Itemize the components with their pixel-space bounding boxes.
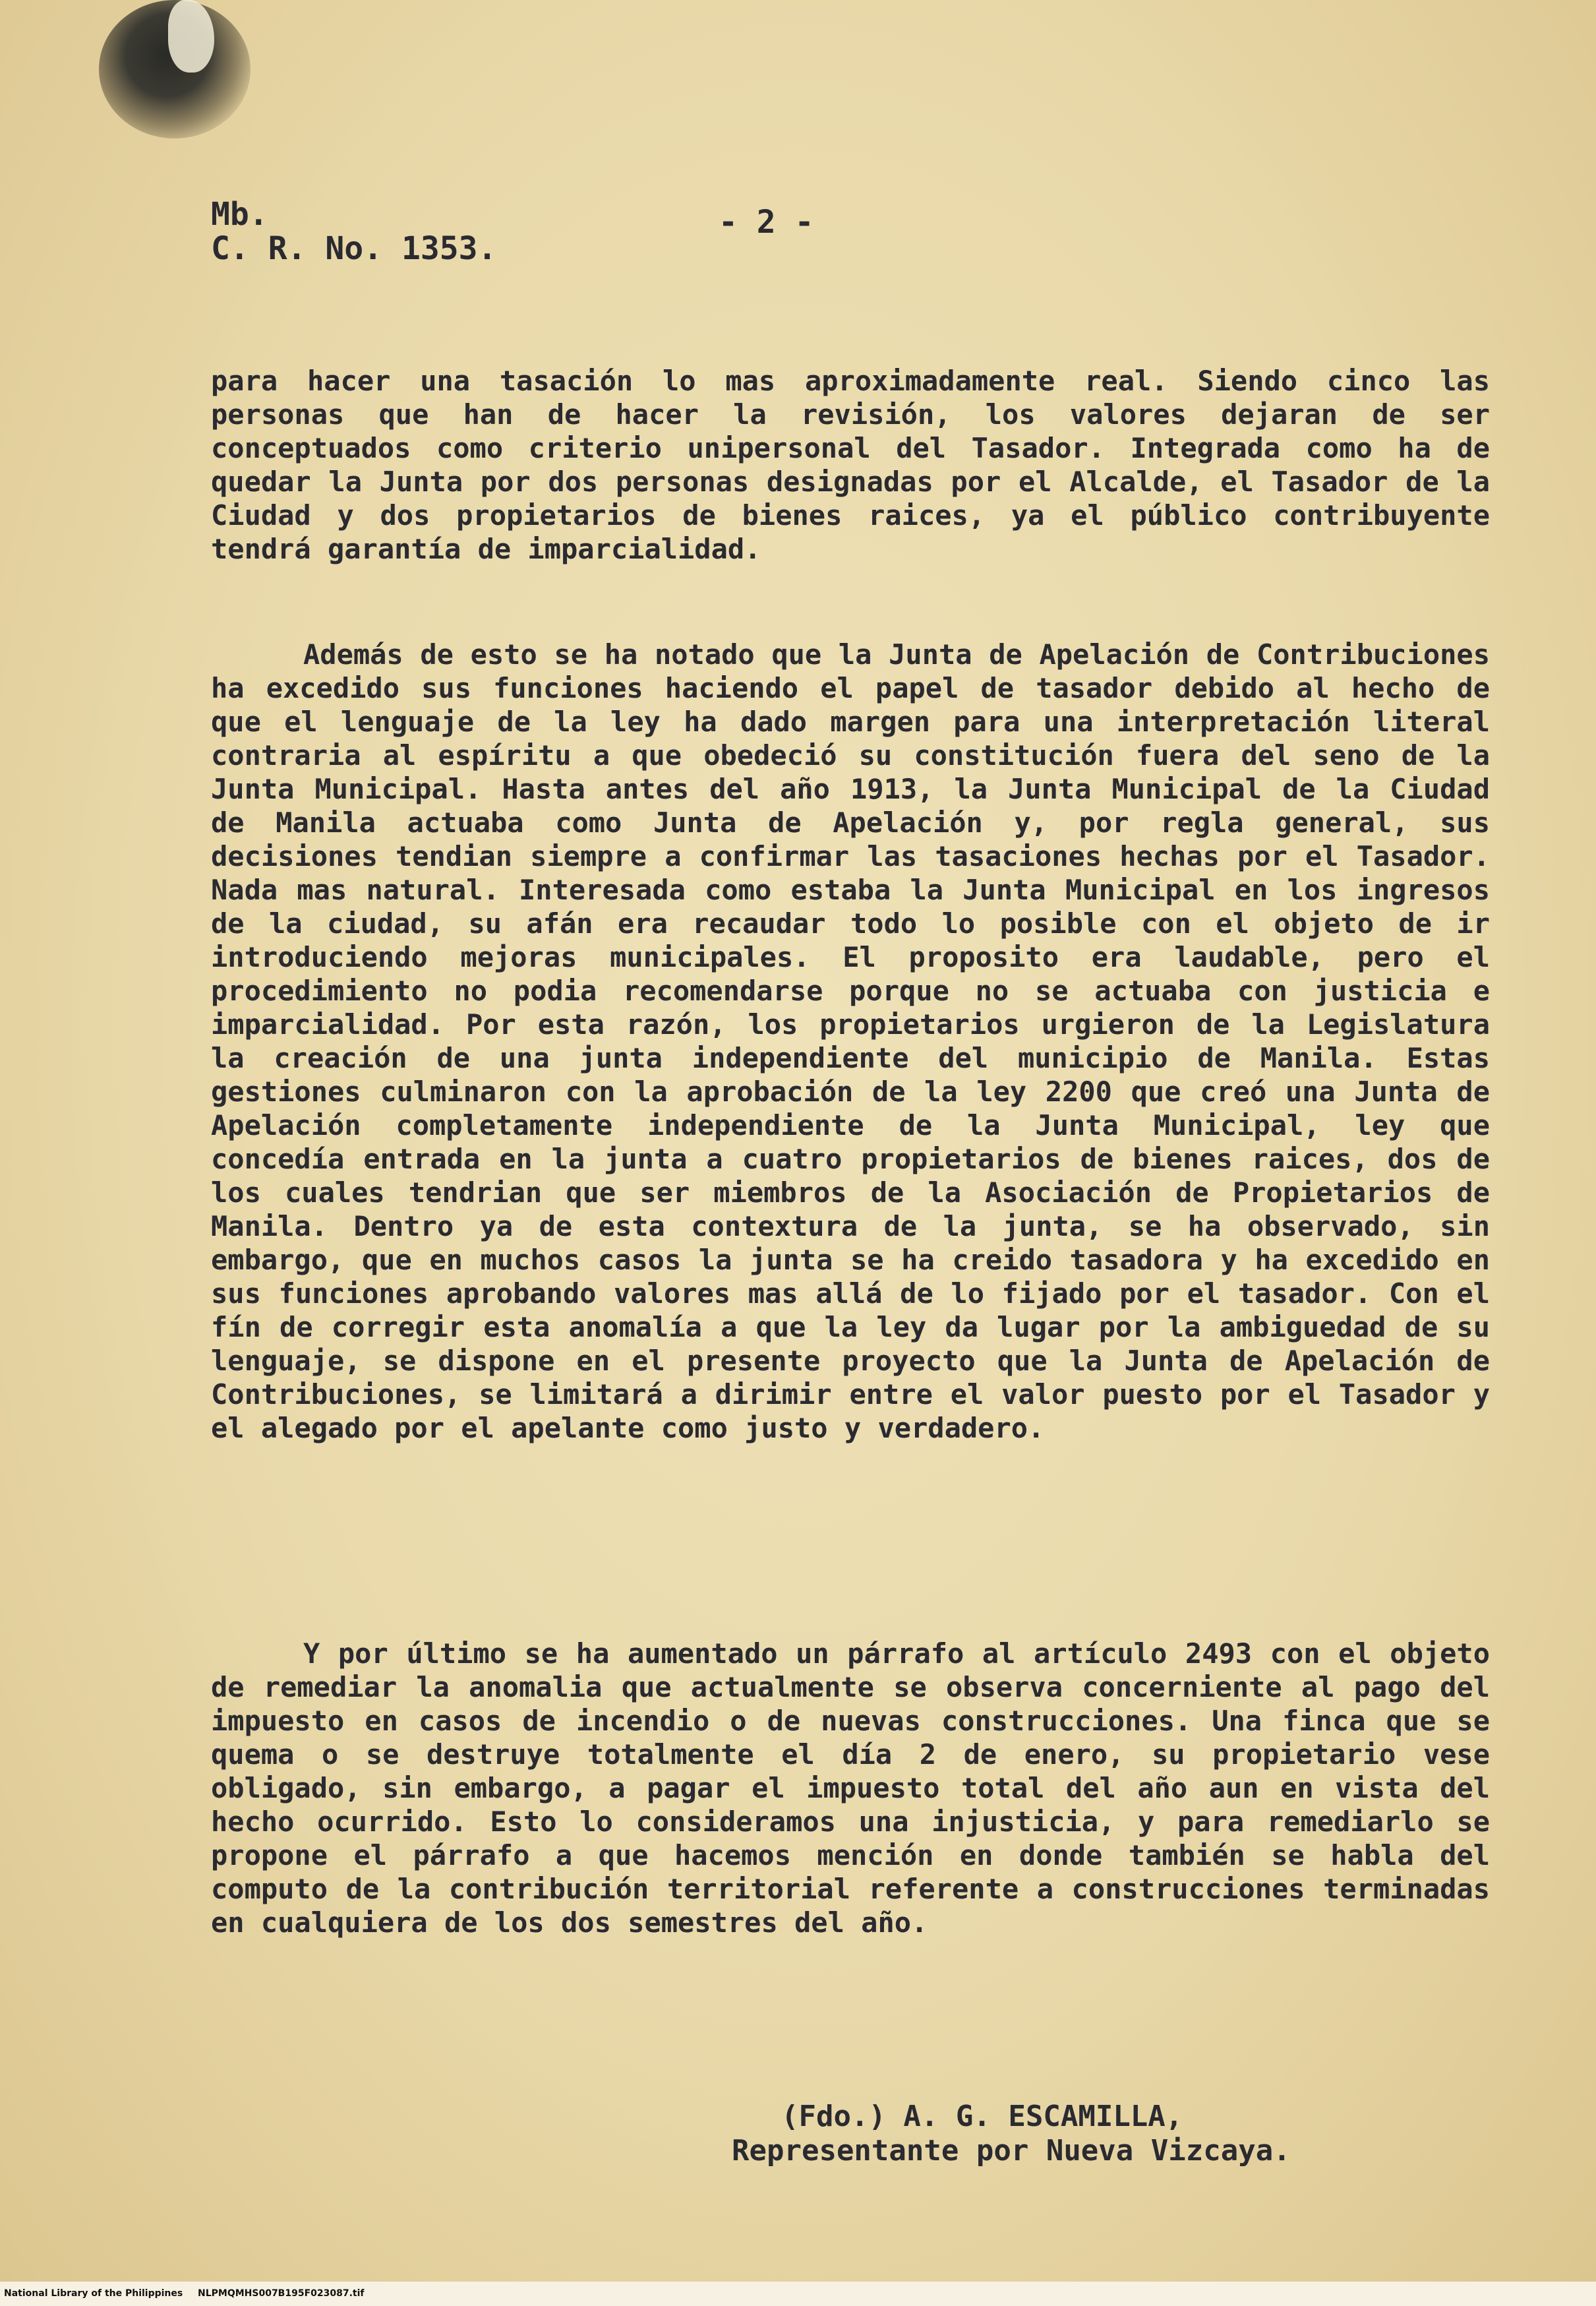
footer-filename: NLPMQMHS007B195F023087.tif — [198, 2288, 365, 2299]
signature-name: (Fdo.) A. G. ESCAMILLA, — [781, 2100, 1183, 2133]
page-number: - 2 - — [719, 204, 814, 241]
paragraph-2: Además de esto se ha notado que la Junta de Apelación de Contribuciones ha excedido sus funciones haciendo el papel de tasador debido al hecho de que el lenguaje de la ley ha dado margen para una interpretación literal contraria al espíritu a que obedeció su constitución fuera del seno de la Junta Municipal. Hasta antes del año 1913, la Junta Municipal de la Ciudad de Manila actuaba como Junta de Apelación y, por regla general, sus decisiones tendian siempre a confirmar las tasaciones hechas por el Tasador. Nada mas natural. Interesada como estaba la Junta Municipal en los ingresos de la ciudad, su afán era recaudar todo lo posible con el objeto de ir introduciendo mejoras municipales. El proposito era laudable, pero el procedimiento no podia recomendarse porque no se actuaba con justicia e imparcialidad. Por esta razón, los propietarios urgieron de la Legislatura la creación de una junta independiente del municipio de Manila. Estas gestiones culminaron con la aprobación de la ley 2200 que creó una Junta de Apelación completamente independiente de la Junta Municipal, ley que concedía entrada en la junta a cuatro propietarios de bienes raices, dos de los cuales tendrian que ser miembros de la Asociación de Propietarios de Manila. Dentro ya de esta contextura de la junta, se ha observado, sin embargo, que en muchos casos la junta se ha creido tasadora y ha excedido en sus funciones aprobando valores mas allá de lo fijado por el tasador. Con el fín de corregir esta anomalía a que la ley da lugar por la ambiguedad de su lenguaje, se dispone en el presente proyecto que la Junta de Apelación de Contribuciones, se limitará a dirimir entre el valor puesto por el Tasador y el alegado por el apelante como justo y verdadero. — [211, 638, 1490, 1444]
scan-footer — [0, 2282, 1596, 2306]
paragraph-3: Y por último se ha aumentado un párrafo al artículo 2493 con el objeto de remediar la anomalia que actualmente se observa concerniente al pago del impuesto en casos de incendio o de nuevas construcciones. Una finca que se quema o se destruye totalmente el día 2 de enero, su propietario vese obligado, sin embargo, a pagar el impuesto total del año aun en vista del hecho ocurrido. Esto lo consideramos una injusticia, y para remediarlo se propone el párrafo a que hacemos mención en donde también se habla del computo de la contribución territorial referente a construcciones terminadas en cualquiera de los dos semestres del año. — [211, 1637, 1490, 1939]
footer-institution: National Library of the Philippines — [4, 2288, 183, 2299]
paragraph-1: para hacer una tasación lo mas aproximadamente real. Siendo cinco las personas que han de hacer la revisión, los valores dejaran de ser conceptuados como criterio unipersonal del Tasador. Integrada como ha de quedar la Junta por dos personas designadas por el Alcalde, el Tasador de la Ciudad y dos propietarios de bienes raices, ya el público contribuyente tendrá garantía de imparcialidad. — [211, 365, 1490, 565]
header-reference: C. R. No. 1353. — [211, 230, 497, 267]
signature-title: Representante por Nueva Vizcaya. — [732, 2134, 1291, 2168]
header-initials: Mb. — [211, 196, 268, 233]
